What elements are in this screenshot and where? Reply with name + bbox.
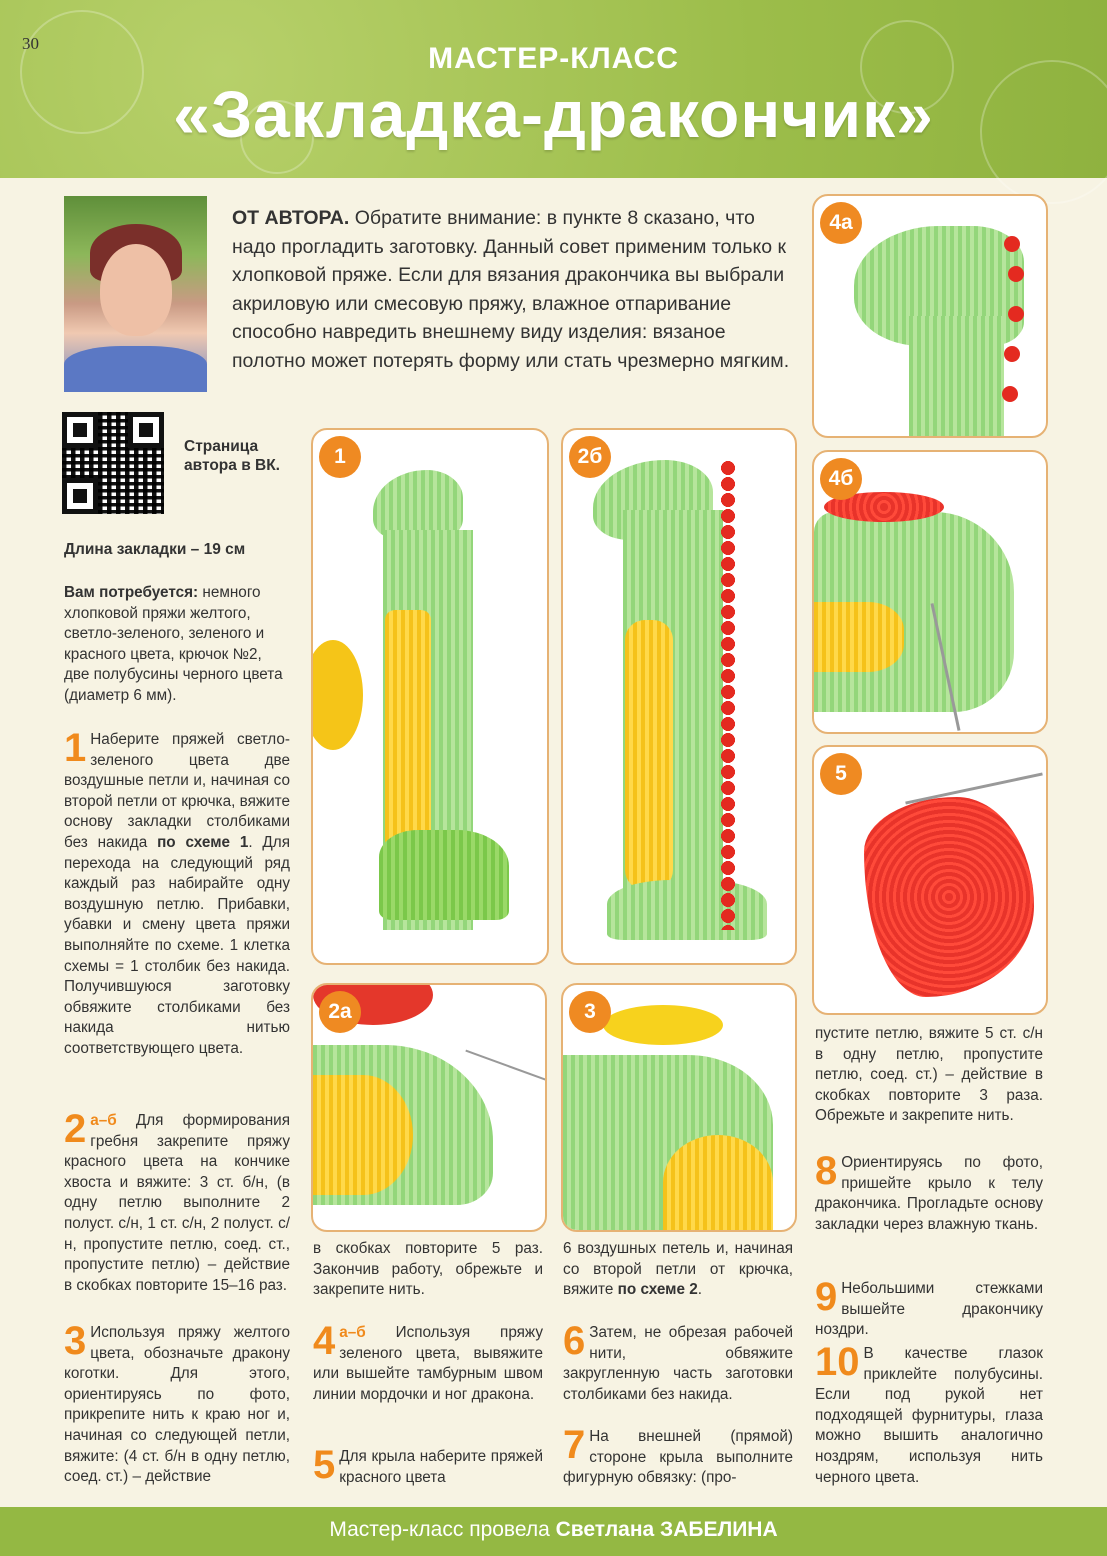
step-7 [563, 1423, 793, 1489]
crest-bump [1002, 386, 1018, 402]
photo-badge: 2б [569, 436, 611, 478]
step-number: 3 [64, 1319, 87, 1363]
step-number: 8 [815, 1149, 838, 1193]
photo-2b [561, 428, 797, 965]
crest-bump [1008, 306, 1024, 322]
step-number: 1 [64, 726, 87, 770]
photo-4a [812, 194, 1048, 438]
step-10 [815, 1340, 1043, 1488]
dragon-legs [379, 830, 509, 920]
qr-finder [62, 478, 98, 514]
qr-caption [184, 437, 294, 475]
crest-bump [1004, 346, 1020, 362]
author-note-text: Обратите внимание: в пункте 8 сказано, что надо прогладить заготовку. Данный совет применим только к хлопковой пряже. Если для вязания дракончика вы выбрали акриловую или смесовую пряжу, влажное отпаривание способно навредить внешнему виду изделия: вязаное полотно может потерять форму или стать чрезмерно мягким. [232, 207, 790, 372]
qr-caption-line: автора в ВК. [184, 457, 280, 474]
step-number: 10 [815, 1340, 860, 1384]
crest-bump [1004, 236, 1020, 252]
step-1 [64, 726, 290, 1060]
author-photo [64, 196, 207, 392]
step-scheme-ref: по схеме 2 [617, 1281, 698, 1299]
step-6 [563, 1319, 793, 1405]
step-text: Для формирования гребня закрепите пряжу красного цвета на кончике хвоста и вяжите: 3 ст. б/н, (в одну петлю выполните 2 полуст. с/н, 1 ст. с/н, 2 полуст. с/н, пропустите петлю, соед. ст., пропустите петлю) – действие в скобках повторите 15–16 раз. [64, 1112, 291, 1294]
materials-label: Вам потребуется: [64, 584, 199, 601]
photo-badge: 4б [820, 458, 862, 500]
step-text: 6 воздушных петель и, начиная со второй петли от крючка, вяжите [563, 1240, 793, 1299]
footer-credit [0, 1518, 1107, 1542]
crest-bump [1008, 266, 1024, 282]
materials-block [64, 583, 290, 707]
step-sub-label: а–б [90, 1112, 117, 1129]
step-3-continued: в скобках повторите 5 раз. Закончив работу, обрежьте и закрепите нить. [313, 1240, 543, 1299]
step-5 [313, 1443, 543, 1488]
step-text: Небольшими стежками вышейте дракончику ноздри. [815, 1280, 1043, 1339]
dragon-belly [814, 602, 904, 672]
step-5-continued [563, 1239, 793, 1301]
step-sub-label: а–б [339, 1324, 366, 1341]
section-kicker: МАСТЕР-КЛАСС [428, 42, 679, 75]
qr-caption-line: Страница [184, 438, 259, 455]
photo-badge: 4а [820, 202, 862, 244]
step-4 [313, 1319, 543, 1405]
step-text: Ориентируясь по фото, пришейте крыло к телу дракончика. Прогладьте основу закладки через влажную ткань. [815, 1154, 1043, 1233]
dragon-belly [625, 620, 673, 890]
step-8 [815, 1149, 1043, 1235]
author-note-label: ОТ АВТОРА. [232, 207, 350, 229]
qr-code[interactable] [62, 412, 164, 514]
step-text: В качестве глазок приклейте полубусины. Если под рукой нет подходящей фурнитуры, глаза можно вышить аналогично ноздрям, используя нить черного цвета. [815, 1345, 1043, 1486]
photo-badge: 2а [319, 991, 361, 1033]
step-number: 7 [563, 1423, 586, 1467]
dragon-belly [385, 610, 431, 850]
step-number: 6 [563, 1319, 586, 1363]
dragon-neck [909, 316, 1004, 436]
footer-author-name: Светлана ЗАБЕЛИНА [555, 1518, 778, 1541]
page-title: «Закладка-дракончик» [173, 77, 934, 151]
author-note [232, 204, 800, 375]
step-9 [815, 1275, 1043, 1341]
step-text: На внешней (прямой) стороне крыла выполните фигурную обвязку: (про- [563, 1428, 793, 1487]
step-text: Затем, не обрезая рабочей нити, обвяжите закругленную часть заготовки столбиками без накида. [563, 1324, 793, 1403]
author-face [100, 244, 172, 336]
yarn-ball [311, 640, 363, 750]
step-2 [64, 1107, 291, 1296]
step-7-continued: пустите петлю, вяжите 5 ст. с/н в одну петлю, пропустите петлю, соед. ст.) – действие в скобках повторите 3 раза. Обрежьте и закрепите нить. [815, 1025, 1043, 1125]
photo-badge: 3 [569, 991, 611, 1033]
photo-1 [311, 428, 549, 965]
crochet-hook [465, 1050, 547, 1083]
step-text: Для крыла наберите пряжей красного цвета [339, 1448, 543, 1486]
step-3 [64, 1319, 290, 1488]
yarn-strand [603, 1005, 723, 1045]
step-number: 5 [313, 1443, 336, 1487]
step-text: Наберите пряжей светло-зеленого цвета две воздушные петли и, начиная со второй петли от крючка, вяжите основу закладки столбиками без накида [64, 731, 290, 851]
materials-text: немного хлопковой пряжи желтого, светло-зеленого, зеленого и красного цвета, крючок №2, две полубусины черного цвета (диаметр 6 мм). [64, 584, 283, 704]
dragon-wing [864, 797, 1034, 997]
photo-badge: 1 [319, 436, 361, 478]
bookmark-length: Длина закладки – 19 см [64, 541, 246, 558]
step-number: 4 [313, 1319, 336, 1363]
photo-5 [812, 745, 1048, 1015]
dragon-legs [607, 880, 767, 940]
step-text: . [697, 1281, 703, 1299]
step-number: 9 [815, 1275, 838, 1319]
step-number: 2 [64, 1107, 87, 1151]
step-text: . Для перехода на следующий ряд каждый раз набирайте одну воздушную петлю. Прибавки, убавки и смену цвета пряжи выполняйте по схеме. 1 клетка схемы = 1 столбик без накида. Получившуюся заготовку обвяжите столбиками без накида нитью соответствующего цвета. [64, 833, 290, 1057]
dragon-crest [721, 460, 735, 930]
dragon-claws [663, 1135, 773, 1230]
photo-badge: 5 [820, 753, 862, 795]
qr-finder [62, 412, 98, 448]
author-dress [64, 346, 207, 392]
qr-finder [128, 412, 164, 448]
footer-prefix: Мастер-класс провела [329, 1518, 550, 1541]
photo-4b [812, 450, 1048, 734]
step-text: Используя пряжу зеленого цвета, вывяжите или вышейте тамбурным швом линии мордочки и ног дракона. [313, 1324, 543, 1403]
photo-3 [561, 983, 797, 1232]
step-text: Используя пряжу желтого цвета, обозначьте дракону коготки. Для этого, ориентируясь по фото, прикрепите нить к краю ног и, начиная со следующей петли, вяжите: (4 ст. б/н в одну петлю, соед. ст.) – действие [64, 1324, 290, 1486]
page-number: 30 [22, 34, 39, 53]
dragon-belly [313, 1075, 413, 1195]
photo-2a [311, 983, 547, 1232]
step-scheme-ref: по схеме 1 [157, 833, 249, 851]
